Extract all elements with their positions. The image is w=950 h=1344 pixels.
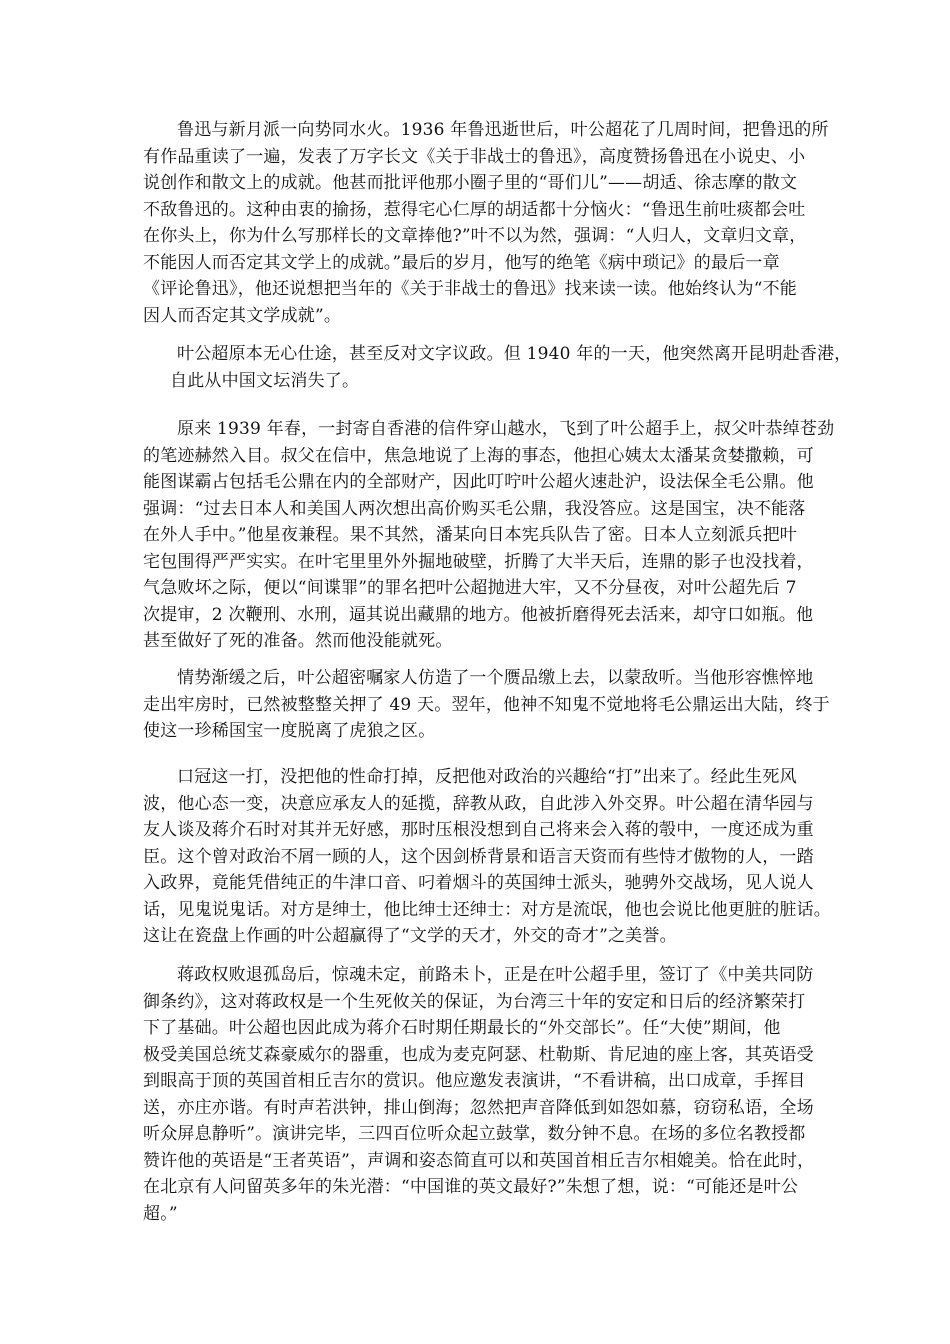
paragraph-line: 御条约》，这对蒋政权是一个生死攸关的保证，为台湾三十年的安定和日后的经济繁荣打 [143, 991, 806, 1012]
paragraph-line: 口冠这一打，没把他的性命打掉，反把他对政治的兴趣给“打”出来了。经此生死风 [177, 767, 797, 787]
paragraph-2 [142, 341, 851, 394]
paragraph-line: 送，亦庄亦谐。有时声若洪钟，排山倒海；忽然把声音降低到如怨如慕，窃窃私语，全场 [143, 1097, 814, 1118]
paragraph-line: 气急败坏之际，便以“间谍罪”的罪名把叶公超抛进大牢，又不分昼夜，对叶公超先后 7 [143, 578, 797, 598]
paragraph-line: 话，见鬼说鬼话。对方是绅士，他比绅士还绅士：对方是流氓，他也会说比他更脏的脏话。 [143, 899, 831, 920]
paragraph-line: 走出牢房时，已然被整整关押了 49 天。翌年，他神不知鬼不觉地将毛公鼎运出大陆，终于 [143, 694, 830, 715]
paragraph-4 [143, 665, 830, 745]
paragraph-line: 能图谋霸占包括毛公鼎在内的全部财产，因此叮咛叶公超火速赴沪，设法保全毛公鼎。他 [143, 472, 814, 492]
paragraph-5 [143, 764, 831, 950]
paragraph-line: 有作品重读了一遍，发表了万字长文《关于非战士的鲁迅》，高度赞扬鲁迅在小说史、小 [143, 146, 806, 167]
paragraph-line: 臣。这个曾对政治不屑一顾的人，这个因剑桥背景和语言天资而有些恃才傲物的人，一踏 [143, 846, 814, 867]
paragraph-line: 蒋政权败退孤岛后，惊魂未定，前路未卜，正是在叶公超手里，签订了《中美共同防 [177, 965, 814, 985]
paragraph-line: 超。” [143, 1203, 178, 1224]
paragraph-line: 原来 1939 年春，一封寄自香港的信件穿山越水，飞到了叶公超手上，叔父叶恭绰苍劲 [177, 419, 835, 439]
paragraph-line: 次提审，2 次鞭刑、水刑，逼其说出藏鼎的地方。他被折磨得死去活来，却守口如瓶。他 [143, 604, 814, 625]
paragraph-line: 极受美国总统艾森豪威尔的器重，也成为麦克阿瑟、杜勒斯、肯尼迪的座上客，其英语受 [143, 1044, 814, 1065]
paragraph-line: 听众屏息静听”。演讲完毕，三四百位听众起立鼓掌，数分钟不息。在场的多位名教授都 [143, 1124, 806, 1144]
paragraph-line: 强调：“过去日本人和美国人两次想出高价购买毛公鼎，我没答应。这是国宝，决不能落 [143, 498, 806, 519]
paragraph-line: 下了基础。叶公超也因此成为蒋介石时期任期最长的“外交部长”。任“大使”期间，他 [143, 1018, 781, 1038]
paragraph-line: 赞许他的英语是“王者英语”，声调和姿态简直可以和英国首相丘吉尔相媲美。恰在此时， [143, 1150, 815, 1171]
paragraph-line: 甚至做好了死的准备。然而他没能就死。 [143, 631, 453, 651]
paragraph-line: 说创作和散文上的成就。他甚而批评他那小圈子里的“哥们儿”——胡适、徐志摩的散文 [143, 173, 798, 193]
paragraph-line: 在北京有人问留英多年的朱光潜：“中国谁的英文最好?”朱想了想，说：“可能还是叶公 [143, 1177, 799, 1197]
paragraph-line: 鲁迅与新月派一向势同水火。1936 年鲁迅逝世后，叶公超花了几周时间，把鲁迅的所 [177, 120, 829, 140]
paragraph-line: 使这一珍稀国宝一度脱离了虎狼之区。 [143, 721, 436, 741]
paragraph-6 [143, 962, 814, 1227]
paragraph-line: 《评论鲁迅》，他还说想把当年的《关于非战士的鲁迅》找来读一读。他始终认为“不能 [143, 279, 797, 299]
paragraph-line: 入政界，竟能凭借纯正的牛津口音、叼着烟斗的英国绅士派头，驰骋外交战场，见人说人 [143, 873, 814, 893]
paragraph-line: 叶公超原本无心仕途，甚至反对文字议政。但 1940 年的一天，他突然离开昆明赴香港， [177, 344, 852, 364]
paragraph-1 [143, 117, 829, 329]
paragraph-line: 情势渐缓之后，叶公超密嘱家人仿造了一个赝品缴上去，以蒙敌听。当他形容憔悴地 [177, 668, 814, 688]
paragraph-line: 宅包围得严严实实。在叶宅里里外外掘地破壁，折腾了大半天后，连鼎的影子也没找着， [143, 551, 814, 572]
paragraph-line: 到眼高于顶的英国首相丘吉尔的赏识。他应邀发表演讲，“不看讲稿，出口成章，手挥目 [143, 1071, 806, 1091]
paragraph-line: 波，他心态一变，决意应承友人的延揽，辞教从政，自此涉入外交界。叶公超在清华园与 [143, 793, 814, 814]
paragraph-line: 的笔迹赫然入目。叔父在信中，焦急地说了上海的事态，他担心姨太太潘某贪婪撒赖，可 [143, 445, 814, 466]
paragraph-line: 自此从中国文坛消失了。 [170, 370, 360, 391]
paragraph-line: 在外人手中。”他星夜兼程。果不其然，潘某向日本宪兵队告了密。日本人立刻派兵把叶 [143, 525, 797, 545]
paragraph-line: 不敌鲁迅的。这种由衷的揄扬，惹得宅心仁厚的胡适都十分恼火：“鲁迅生前吐痰都会吐 [143, 199, 806, 220]
paragraph-line: 友人谈及蒋介石时对其并无好感，那时压根没想到自己将来会入蒋的彀中，一度还成为重 [143, 820, 814, 840]
paragraph-line: 因人而否定其文学成就”。 [143, 305, 342, 326]
paragraph-line: 不能因人而否定其文学上的成就。”最后的岁月，他写的绝笔《病中琐记》的最后一章 [143, 252, 780, 273]
paragraph-line: 这让在瓷盘上作画的叶公超赢得了“文学的天才，外交的奇才”之美誉。 [143, 926, 677, 946]
paragraph-line: 在你头上，你为什么写那样长的文章捧他?”叶不以为然，强调：“人归人，文章归文章， [143, 226, 807, 246]
paragraph-3 [143, 416, 834, 655]
